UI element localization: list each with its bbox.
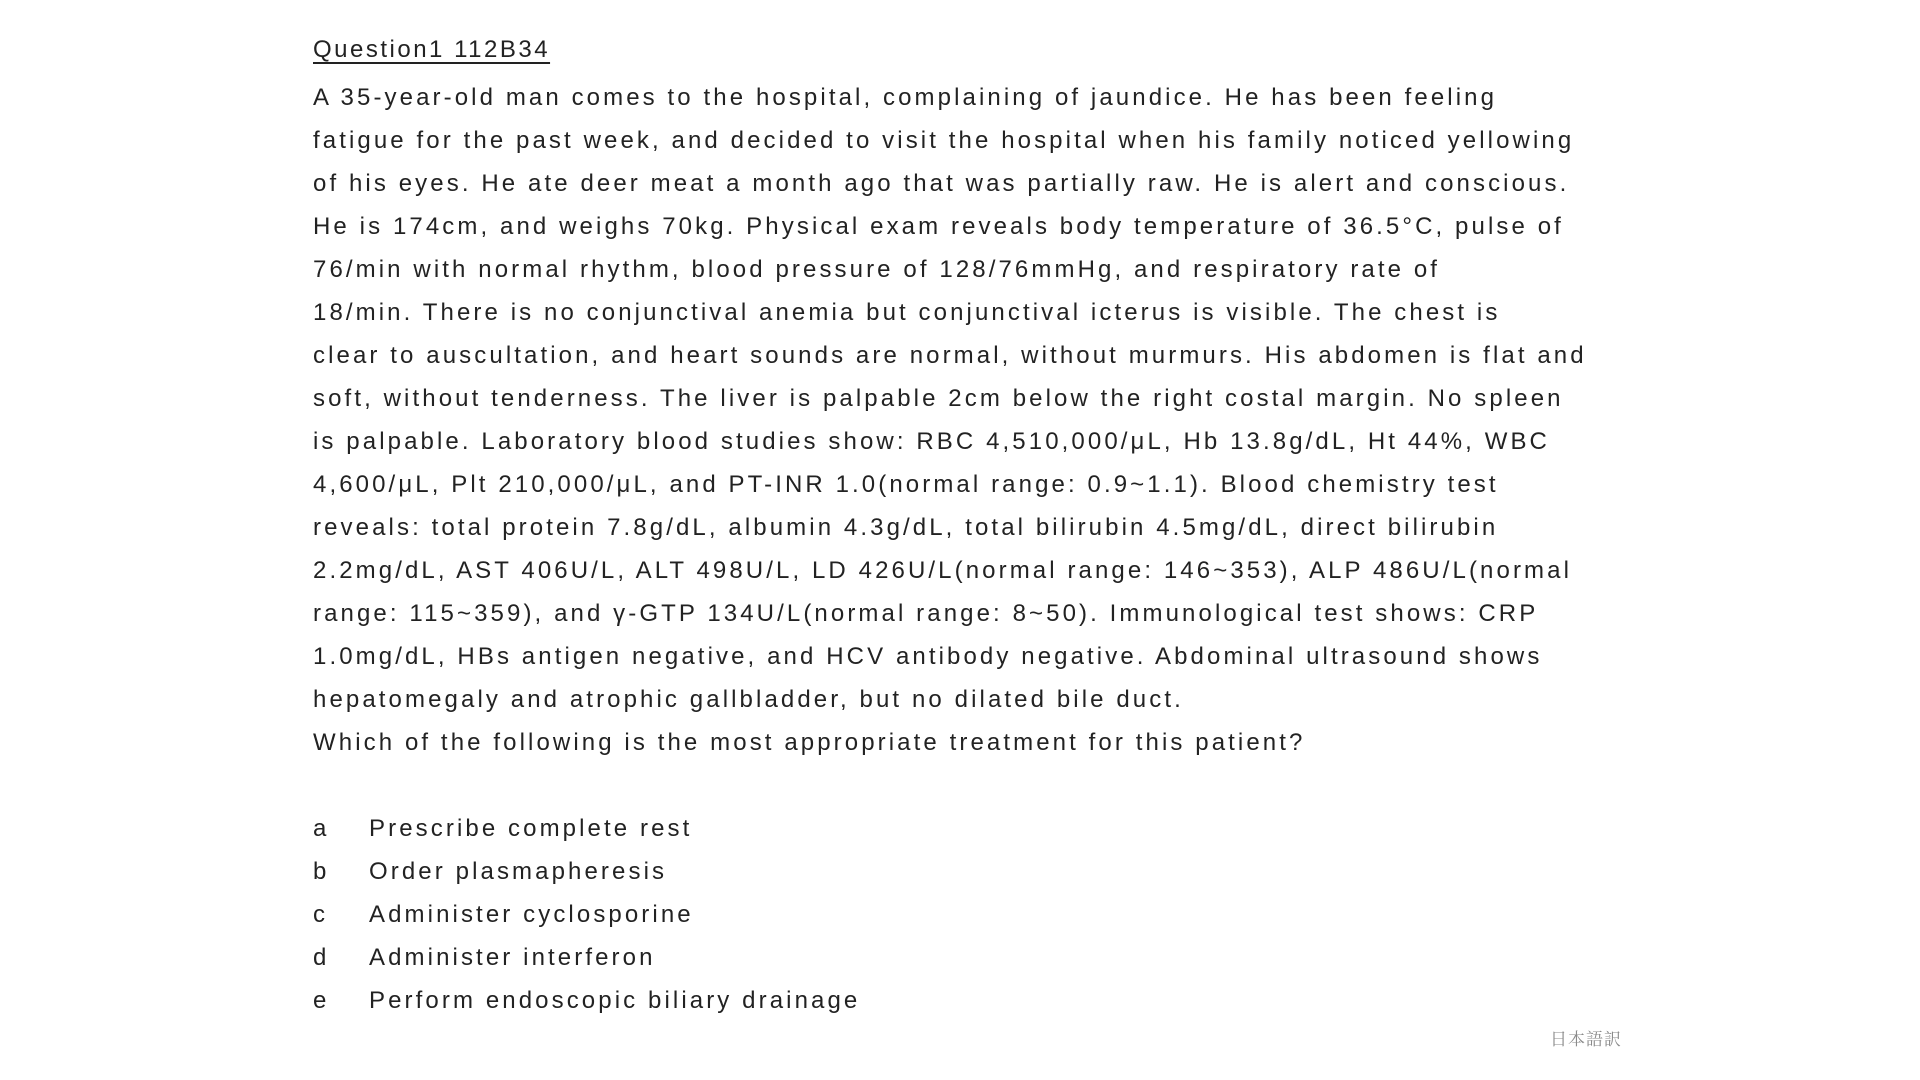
question-content (313, 33, 1633, 1022)
option-letter: e (313, 987, 330, 1014)
japanese-translation-link[interactable]: 日本語訳 (1550, 1030, 1622, 1050)
stem-line: 4,600/μL, Plt 210,000/μL, and PT-INR 1.0(normal range: 0.9~1.1). Blood chemistry test (313, 471, 1499, 498)
question-prompt: Which of the following is the most appropriate treatment for this patient? (313, 729, 1306, 756)
option-letter: b (313, 858, 330, 885)
stem-line: hepatomegaly and atrophic gallbladder, but no dilated bile duct. (313, 686, 1184, 713)
stem-line: clear to auscultation, and heart sounds are normal, without murmurs. His abdomen is flat and (313, 342, 1587, 369)
stem-line: 18/min. There is no conjunctival anemia but conjunctival icterus is visible. The chest is (313, 299, 1501, 326)
option-text: Administer interferon (369, 944, 656, 971)
stem-line: A 35-year-old man comes to the hospital, complaining of jaundice. He has been feeling (313, 84, 1498, 111)
answer-option-b[interactable] (313, 850, 1633, 893)
stem-line: 76/min with normal rhythm, blood pressure of 128/76mmHg, and respiratory rate of (313, 256, 1441, 283)
answer-options (313, 807, 1633, 1022)
stem-line: of his eyes. He ate deer meat a month ago that was partially raw. He is alert and conscious. (313, 170, 1570, 197)
answer-option-d[interactable] (313, 936, 1633, 979)
option-text: Prescribe complete rest (369, 815, 693, 842)
answer-option-a[interactable] (313, 807, 1633, 850)
answer-option-e[interactable] (313, 979, 1633, 1022)
question-stem (313, 76, 1633, 721)
option-text: Order plasmapheresis (369, 858, 668, 885)
option-letter: d (313, 944, 330, 971)
option-letter: a (313, 815, 330, 842)
option-text: Administer cyclosporine (369, 901, 694, 928)
question-title: Question1 112B34 (313, 36, 551, 63)
stem-line: reveals: total protein 7.8g/dL, albumin 4.3g/dL, total bilirubin 4.5mg/dL, direct bilirubin (313, 514, 1499, 541)
stem-line: is palpable. Laboratory blood studies show: RBC 4,510,000/μL, Hb 13.8g/dL, Ht 44%, WBC (313, 428, 1550, 455)
stem-line: soft, without tenderness. The liver is palpable 2cm below the right costal margin. No spleen (313, 385, 1564, 412)
stem-line: 1.0mg/dL, HBs antigen negative, and HCV antibody negative. Abdominal ultrasound shows (313, 643, 1543, 670)
option-letter: c (313, 901, 329, 928)
answer-option-c[interactable] (313, 893, 1633, 936)
stem-line: fatigue for the past week, and decided to visit the hospital when his family noticed yellowing (313, 127, 1575, 154)
stem-line: 2.2mg/dL, AST 406U/L, ALT 498U/L, LD 426U/L(normal range: 146~353), ALP 486U/L(normal (313, 557, 1573, 584)
stem-line: range: 115~359), and γ-GTP 134U/L(normal range: 8~50). Immunological test shows: CRP (313, 600, 1539, 627)
stem-line: He is 174cm, and weighs 70kg. Physical exam reveals body temperature of 36.5°C, pulse of (313, 213, 1564, 240)
option-text: Perform endoscopic biliary drainage (369, 987, 861, 1014)
